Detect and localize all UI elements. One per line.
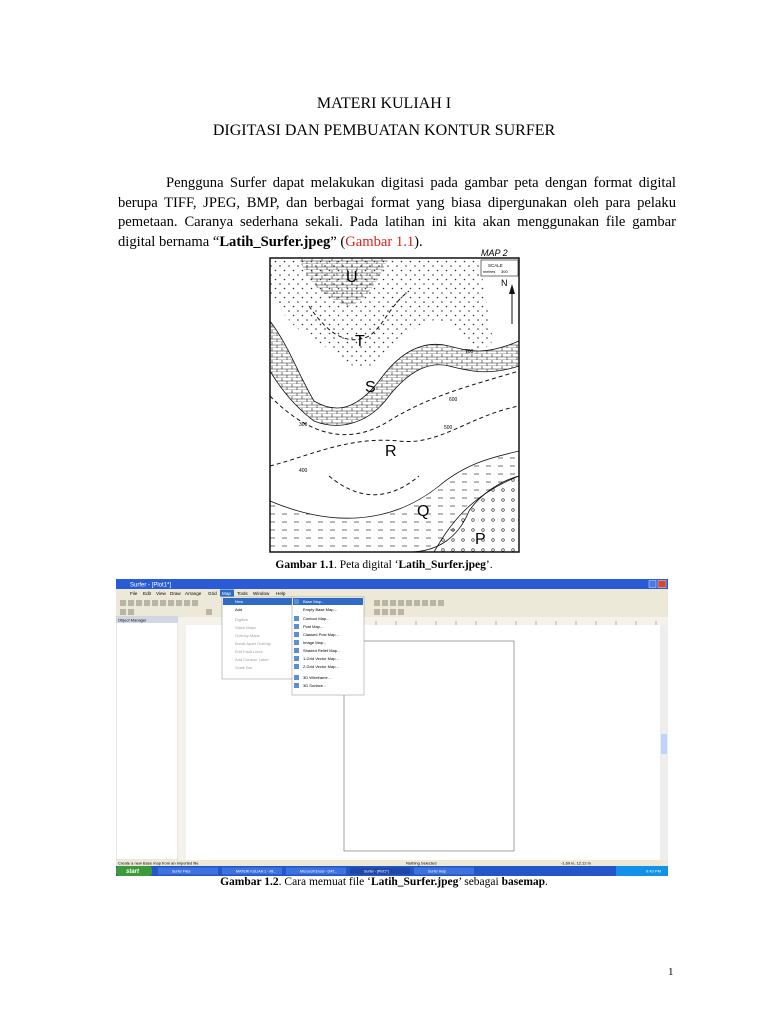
menu-tools[interactable]: Tools — [237, 591, 248, 596]
contour-label: 300 — [299, 422, 308, 428]
surfer-screenshot — [116, 579, 668, 876]
map-menu-highlight — [223, 598, 293, 605]
caption1-end: ’. — [485, 559, 493, 571]
scale-value: 300 — [501, 269, 508, 274]
contour-label: 400 — [299, 468, 308, 474]
caption2-mid: ’ sebagai — [458, 876, 502, 888]
submenu-3d-wireframe[interactable]: 3D Wireframe... — [303, 675, 332, 680]
caption1-label: Gambar 1.1 — [275, 559, 334, 571]
submenu-contour[interactable]: Contour Map... — [303, 616, 330, 621]
caption1-filename: Latih_Surfer.jpeg — [398, 559, 486, 571]
task-label: Surfer Files — [172, 869, 191, 874]
vertical-ruler — [178, 625, 186, 860]
submenu-3d-surface[interactable]: 3D Surface... — [303, 683, 327, 688]
caption2-basemap: basemap — [501, 876, 546, 888]
doc-title: MATERI KULIAH I — [316, 95, 452, 112]
caption2-end: . — [545, 876, 548, 888]
task-label: Microsoft Excel - DAT... — [300, 869, 338, 874]
unit-label-q: Q — [417, 503, 430, 520]
submenu-post[interactable]: Post Map... — [303, 624, 324, 629]
map-menu-fault[interactable]: Edit Fault Lines — [235, 649, 263, 654]
north-label: N — [501, 278, 508, 288]
menu-map[interactable]: Map — [222, 591, 231, 596]
submenu-base-map[interactable]: Base Map... — [303, 599, 325, 604]
map-menu-break[interactable]: Break Apart Overlay — [235, 641, 271, 646]
figure1-caption — [0, 559, 768, 571]
title-bar — [116, 579, 668, 589]
unit-label-s: S — [365, 379, 376, 396]
status-coordinates: -1.69 in, 12.12 in — [561, 860, 591, 866]
submenu-classed-post[interactable]: Classed Post Map... — [303, 632, 339, 637]
map-menu-stack[interactable]: Stack Maps — [235, 625, 256, 630]
para-mid: ” ( — [330, 233, 346, 250]
para-end: ). — [414, 233, 423, 250]
contour-label: 500 — [444, 425, 453, 431]
para-text: Pengguna Surfer dapat melakukan digitasi pada gambar peta dengan format digital berupa TIFF, JPEG, BMP, dan berbagai format yang biasa dipergunakan oleh para pelaku pemetaan. Caranya sederhana sekali. Pada latihan ini kita akan menggunakan file gambar digital bernama “ — [118, 175, 676, 250]
map-menu — [222, 597, 294, 679]
para-figure-ref: Gambar 1.1 — [345, 233, 415, 250]
submenu-empty-base[interactable]: Empty Base Map... — [303, 607, 337, 612]
unit-label-u: U — [346, 269, 358, 286]
scrollbar-thumb[interactable] — [661, 734, 667, 754]
caption2-label: Gambar 1.2 — [220, 876, 279, 888]
task-label: Surfer Help — [428, 869, 447, 874]
map-menu-overlay[interactable]: Overlay Maps — [235, 633, 260, 638]
map-heading: MAP 2 — [481, 248, 508, 258]
menu-arrange[interactable]: Arrange — [185, 591, 202, 596]
menu-help[interactable]: Help — [276, 591, 286, 596]
geologic-map-figure — [269, 246, 525, 554]
figure2-caption — [0, 876, 768, 888]
start-label: start — [126, 869, 140, 875]
tray-clock: 9:43 PM — [646, 868, 661, 874]
contour-label: 700 — [465, 349, 474, 355]
map-menu-new[interactable]: New — [235, 599, 244, 604]
task-label: Surfer - [Plot1*] — [364, 869, 389, 874]
scale-label: SCALE — [488, 263, 503, 268]
map-menu-add[interactable]: Add — [235, 607, 243, 612]
para-filename: Latih_Surfer.jpeg — [219, 233, 331, 250]
submenu-shaded-relief[interactable]: Shaded Relief Map... — [303, 648, 341, 653]
caption1-text: . Peta digital ‘ — [333, 559, 399, 571]
menu-edit[interactable]: Edit — [143, 591, 151, 596]
menu-draw[interactable]: Draw — [170, 591, 181, 596]
page-sheet — [344, 641, 514, 851]
intro-paragraph — [118, 174, 676, 252]
status-selection: Nothing Selected — [406, 860, 437, 866]
map-menu-scalebar[interactable]: Scale Bar — [235, 665, 253, 670]
close-button[interactable] — [658, 581, 666, 588]
caption2-filename: Latih_Surfer.jpeg — [370, 876, 459, 888]
window-title: Surfer - [Plot1*] — [130, 582, 172, 589]
menu-file[interactable]: File — [130, 591, 138, 596]
submenu-1grid-vector[interactable]: 1-Grid Vector Map... — [303, 656, 339, 661]
menu-view[interactable]: View — [156, 591, 166, 596]
map-menu-label[interactable]: Add Contour Label — [235, 657, 269, 662]
menu-window[interactable]: Window — [253, 591, 270, 596]
caption2-text: . Cara memuat file ‘ — [278, 876, 371, 888]
page-number: 1 — [668, 966, 674, 978]
scale-units: metres — [483, 269, 496, 274]
unit-label-t: T — [355, 333, 365, 350]
status-message: Create a new Base map from an imported file — [118, 860, 199, 866]
contour-label: 600 — [449, 397, 458, 403]
unit-label-r: R — [385, 443, 397, 460]
menu-grid[interactable]: Grid — [208, 591, 217, 596]
map-menu-digitize[interactable]: Digitize — [235, 617, 249, 622]
object-manager-panel[interactable] — [116, 617, 178, 860]
submenu-image[interactable]: Image Map... — [303, 640, 327, 645]
doc-subtitle: DIGITASI DAN PEMBUATAN KONTUR SURFER — [212, 122, 556, 139]
maximize-button[interactable] — [649, 581, 656, 588]
object-manager-title: Object Manager — [118, 617, 147, 623]
task-label: MATERI KULIAH 1 - Mi... — [236, 869, 277, 874]
unit-label-p: P — [475, 531, 486, 548]
submenu-2grid-vector[interactable]: 2-Grid Vector Map... — [303, 664, 339, 669]
